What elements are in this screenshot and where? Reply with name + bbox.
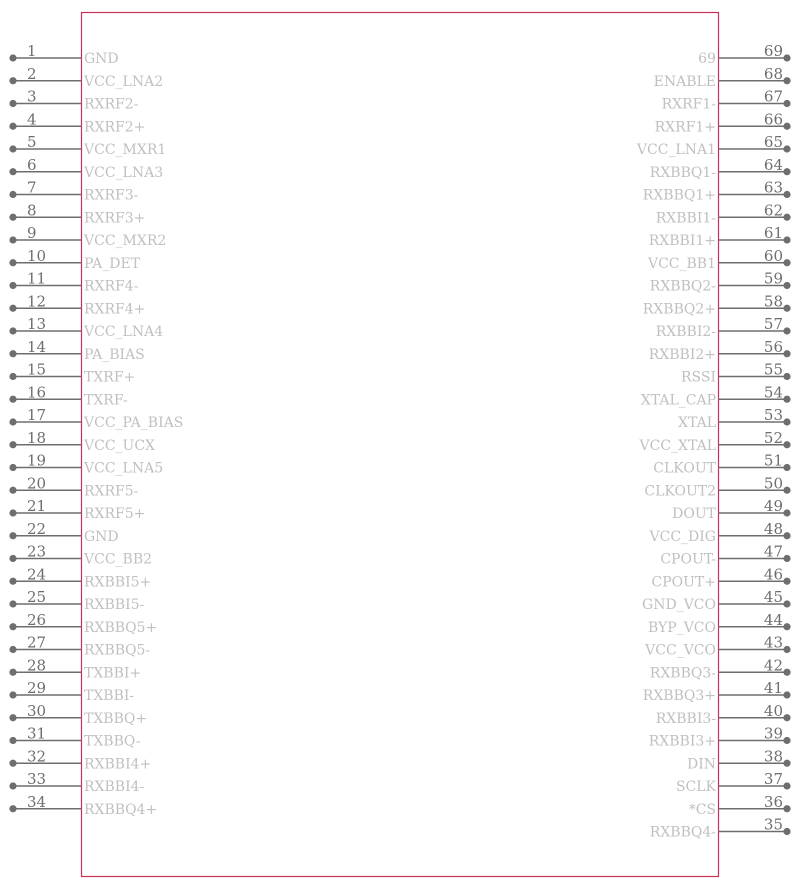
pin-endpoint-dot (9, 760, 16, 767)
pin-endpoint-dot (9, 54, 16, 61)
pin-26 (9, 611, 157, 636)
pin-name-label: PA_BIAS (84, 346, 145, 363)
pin-number: 18 (27, 428, 47, 447)
pin-name-label: VCC_VCO (645, 642, 716, 659)
pin-name-label: VCC_XTAL (639, 437, 716, 454)
pin-name-label: PA_DET (84, 255, 141, 272)
pin-22 (9, 520, 118, 545)
pin-number: 6 (27, 155, 37, 174)
pin-number: 2 (27, 64, 37, 83)
pin-number: 46 (763, 565, 783, 584)
pin-28 (9, 656, 141, 681)
pin-name-label: GND (84, 528, 119, 545)
pin-number: 9 (27, 224, 37, 242)
pin-number: 57 (763, 315, 783, 333)
pin-number: 48 (763, 519, 783, 538)
pin-name-label: SCLK (675, 779, 716, 795)
pin-33 (9, 770, 144, 795)
pin-endpoint-dot (9, 123, 16, 130)
pin-endpoint-dot (783, 236, 790, 243)
pin-number: 65 (763, 133, 783, 151)
pin-endpoint-dot (783, 145, 790, 152)
pin-name-label: RXBBI4- (84, 779, 145, 795)
pin-number: 15 (27, 360, 47, 379)
pin-endpoint-dot (783, 350, 790, 357)
pin-name-label: TXBBQ- (84, 733, 141, 750)
pin-64 (650, 156, 791, 181)
pin-21 (9, 497, 145, 522)
pin-endpoint-dot (783, 487, 790, 494)
pin-name-label: TXBBQ+ (84, 710, 148, 727)
pin-endpoint-dot (9, 214, 16, 221)
pin-name-label: RXBBI3+ (648, 733, 716, 750)
pin-endpoint-dot (9, 782, 16, 789)
pin-name-label: VCC_BB1 (647, 255, 716, 272)
pin-number: 11 (27, 269, 47, 288)
pin-number: 41 (763, 679, 783, 697)
pin-number: 35 (763, 815, 783, 834)
pin-30 (9, 702, 147, 727)
pin-name-label: GND_VCO (642, 597, 716, 613)
pin-number: 14 (27, 337, 47, 356)
pin-name-label: VCC_MXR2 (84, 233, 167, 249)
pin-number: 38 (763, 747, 783, 766)
pin-endpoint-dot (9, 623, 16, 630)
pin-name-label: TXBBI+ (84, 665, 142, 682)
pin-number: 36 (763, 792, 783, 811)
pin-endpoint-dot (9, 373, 16, 380)
pin-name-label: VCC_LNA1 (636, 142, 716, 158)
pin-27 (9, 634, 150, 659)
pin-20 (9, 474, 138, 499)
pin-number: 4 (27, 110, 37, 129)
pin-number: 50 (763, 474, 783, 493)
pin-endpoint-dot (783, 578, 790, 585)
pin-endpoint-dot (783, 600, 790, 607)
pin-endpoint-dot (783, 418, 790, 425)
pin-number: 17 (27, 406, 47, 424)
pin-endpoint-dot (783, 509, 790, 516)
pin-59 (650, 270, 791, 295)
pin-endpoint-dot (783, 305, 790, 312)
left-pin-column (9, 42, 183, 818)
pin-38 (687, 747, 791, 772)
pin-name-label: BYP_VCO (647, 619, 716, 636)
pin-number: 30 (27, 701, 47, 720)
pin-name-label: RXBBQ1- (649, 164, 716, 181)
pin-endpoint-dot (783, 714, 790, 721)
pin-number: 19 (27, 451, 47, 470)
pin-endpoint-dot (783, 282, 790, 289)
pin-57 (656, 315, 791, 340)
pin-name-label: RXRF3- (84, 187, 139, 204)
pin-endpoint-dot (9, 646, 16, 653)
pin-55 (681, 361, 791, 386)
pin-number: 12 (27, 292, 47, 311)
pin-29 (9, 679, 134, 704)
pin-52 (639, 429, 791, 454)
pin-36 (689, 793, 791, 818)
pin-8 (9, 201, 145, 226)
pin-number: 56 (763, 337, 783, 356)
pin-35 (650, 816, 791, 841)
pin-number: 61 (763, 224, 783, 242)
pin-endpoint-dot (783, 737, 790, 744)
pin-name-label: RXBBQ4+ (84, 801, 158, 818)
pin-name-label: VCC_DIG (649, 528, 716, 545)
pin-number: 54 (763, 383, 783, 402)
pin-number: 34 (27, 792, 47, 811)
pin-number: 26 (27, 610, 47, 629)
pin-7 (9, 179, 138, 204)
pin-name-label: CLKOUT (653, 460, 716, 477)
pin-34 (9, 793, 157, 818)
pin-58 (643, 292, 791, 317)
pin-endpoint-dot (9, 259, 16, 266)
pin-number: 62 (763, 201, 783, 220)
pin-endpoint-dot (783, 396, 790, 403)
pin-endpoint-dot (783, 646, 790, 653)
pin-endpoint-dot (9, 350, 16, 357)
pin-name-label: 69 (698, 51, 716, 67)
pin-endpoint-dot (9, 669, 16, 676)
pin-endpoint-dot (783, 123, 790, 130)
pin-19 (9, 452, 163, 477)
pin-name-label: DOUT (672, 506, 716, 522)
pin-17 (9, 406, 183, 431)
pin-endpoint-dot (9, 691, 16, 698)
pin-number: 59 (763, 269, 783, 288)
pin-number: 60 (763, 246, 783, 265)
pin-number: 42 (763, 656, 783, 675)
pin-name-label: RXRF1- (661, 96, 716, 113)
pin-51 (653, 452, 790, 477)
pin-number: 47 (763, 542, 783, 561)
pin-name-label: RXRF5- (84, 483, 139, 500)
pin-endpoint-dot (783, 77, 790, 84)
pin-endpoint-dot (9, 191, 16, 198)
pin-63 (643, 179, 791, 204)
pin-endpoint-dot (9, 327, 16, 334)
pin-endpoint-dot (783, 805, 790, 812)
pin-16 (9, 383, 128, 408)
pin-endpoint-dot (783, 464, 790, 471)
pin-endpoint-dot (783, 191, 790, 198)
pin-name-label: RSSI (680, 369, 716, 386)
pin-number: 45 (763, 588, 783, 606)
pin-number: 37 (763, 770, 783, 788)
pin-number: 16 (27, 383, 47, 402)
pin-10 (9, 247, 140, 272)
pin-6 (9, 156, 163, 181)
pin-name-label: RXRF2- (84, 96, 139, 113)
pin-name-label: RXBBQ2+ (642, 301, 716, 318)
pin-name-label: VCC_PA_BIAS (84, 415, 184, 431)
pin-endpoint-dot (9, 805, 16, 812)
pin-number: 22 (27, 519, 47, 538)
pin-number: 39 (763, 724, 783, 743)
pin-39 (649, 725, 791, 750)
pin-number: 53 (763, 406, 783, 424)
pin-endpoint-dot (9, 737, 16, 744)
pin-number: 28 (27, 656, 47, 675)
pin-69 (698, 42, 790, 67)
pin-number: 67 (763, 87, 783, 106)
pin-name-label: VCC_BB2 (84, 551, 153, 568)
pin-endpoint-dot (9, 77, 16, 84)
pin-number: 66 (763, 110, 783, 129)
pin-name-label: RXBBI2- (655, 324, 716, 340)
pin-name-label: CPOUT+ (651, 574, 716, 591)
pin-endpoint-dot (9, 578, 16, 585)
pin-endpoint-dot (9, 464, 16, 471)
pin-name-label: RXBBQ3+ (642, 688, 716, 704)
pin-name-label: VCC_LNA3 (84, 164, 164, 181)
pin-endpoint-dot (783, 100, 790, 107)
pin-endpoint-dot (9, 418, 16, 425)
pin-number: 63 (763, 178, 783, 197)
pin-endpoint-dot (9, 236, 16, 243)
pin-number: 1 (27, 42, 37, 60)
pin-number: 25 (27, 588, 47, 606)
pin-44 (648, 611, 791, 636)
pin-endpoint-dot (783, 441, 790, 448)
pin-66 (655, 110, 791, 135)
pin-65 (636, 133, 791, 158)
pin-number: 40 (763, 701, 783, 720)
pin-2 (9, 65, 163, 90)
pin-number: 33 (27, 770, 47, 788)
pin-number: 69 (763, 42, 783, 60)
pin-name-label: RXBBQ5+ (84, 619, 158, 636)
pin-49 (672, 497, 790, 522)
pin-name-label: CPOUT- (660, 551, 716, 568)
pin-endpoint-dot (9, 282, 16, 289)
pin-endpoint-dot (783, 327, 790, 334)
pin-number: 44 (763, 610, 783, 629)
pin-name-label: RXBBQ3- (649, 665, 716, 682)
pin-37 (676, 770, 791, 795)
pin-number: 7 (27, 178, 37, 197)
pin-endpoint-dot (783, 168, 790, 175)
pin-15 (9, 361, 135, 386)
pin-name-label: RXRF4+ (84, 301, 146, 318)
pin-name-label: RXBBI1- (655, 210, 716, 227)
pin-number: 20 (27, 474, 47, 493)
pin-48 (649, 520, 791, 545)
pin-14 (9, 338, 144, 363)
pin-name-label: RXBBQ2- (649, 278, 716, 295)
pin-name-label: RXBBI5+ (84, 574, 152, 591)
pin-12 (9, 292, 145, 317)
pin-67 (662, 88, 791, 113)
pin-32 (9, 747, 151, 772)
pin-name-label: TXRF- (84, 392, 128, 409)
pin-name-label: RXBBI4+ (84, 756, 152, 773)
pin-endpoint-dot (9, 145, 16, 152)
pin-45 (642, 588, 791, 613)
pin-name-label: RXBBQ1+ (642, 187, 716, 204)
pin-53 (678, 406, 791, 431)
pin-23 (9, 543, 152, 568)
right-pin-column (636, 42, 791, 841)
pin-number: 51 (763, 451, 783, 470)
pin-name-label: DIN (686, 756, 716, 773)
pin-number: 8 (27, 201, 37, 220)
pin-13 (9, 315, 163, 340)
pin-name-label: TXRF+ (84, 369, 136, 386)
pin-46 (652, 565, 791, 590)
pin-endpoint-dot (783, 623, 790, 630)
pin-54 (641, 383, 791, 408)
pin-endpoint-dot (783, 555, 790, 562)
pin-number: 5 (27, 133, 37, 151)
pin-42 (650, 656, 791, 681)
pin-number: 49 (763, 497, 783, 515)
pin-number: 29 (27, 679, 47, 697)
pin-number: 32 (27, 747, 47, 766)
pin-name-label: VCC_MXR1 (84, 142, 167, 158)
pin-name-label: RXBBQ4- (649, 824, 716, 841)
pin-number: 13 (27, 315, 47, 333)
pin-50 (644, 474, 790, 499)
pin-name-label: RXBBI1+ (648, 233, 716, 249)
pin-endpoint-dot (9, 509, 16, 516)
pin-number: 24 (27, 565, 47, 584)
pin-endpoint-dot (9, 714, 16, 721)
ic-body-outline (82, 13, 719, 877)
pin-name-label: VCC_UCX (84, 437, 156, 454)
pin-name-label: RXRF3+ (84, 210, 146, 227)
pin-number: 58 (763, 292, 783, 311)
pin-endpoint-dot (783, 532, 790, 539)
pin-endpoint-dot (783, 828, 790, 835)
pin-number: 31 (27, 724, 47, 743)
pin-endpoint-dot (783, 782, 790, 789)
pin-number: 3 (27, 87, 37, 106)
pin-name-label: RXRF2+ (84, 119, 146, 136)
pin-number: 55 (763, 360, 783, 379)
pin-56 (649, 338, 791, 363)
pin-name-label: RXBBI3- (655, 710, 716, 727)
pin-number: 27 (27, 633, 47, 652)
pin-number: 10 (27, 246, 47, 265)
pin-name-label: TXBBI- (84, 688, 135, 704)
pin-24 (9, 565, 151, 590)
pin-68 (654, 65, 791, 90)
pin-endpoint-dot (9, 168, 16, 175)
pin-endpoint-dot (9, 487, 16, 494)
pin-name-label: ENABLE (653, 73, 716, 90)
pin-name-label: RXBBI5- (84, 597, 145, 613)
pin-41 (643, 679, 791, 704)
pin-1 (9, 42, 118, 67)
pin-name-label: *CS (688, 801, 716, 818)
pin-9 (9, 224, 166, 249)
pin-61 (649, 224, 791, 249)
pin-endpoint-dot (9, 441, 16, 448)
pin-endpoint-dot (783, 259, 790, 266)
pin-name-label: GND (84, 51, 119, 67)
pin-number: 23 (27, 542, 47, 561)
pin-62 (656, 201, 791, 226)
pin-endpoint-dot (783, 54, 790, 61)
pin-endpoint-dot (9, 396, 16, 403)
pin-11 (9, 270, 138, 295)
pin-endpoint-dot (783, 373, 790, 380)
pin-47 (660, 543, 790, 568)
pin-number: 21 (27, 497, 47, 515)
pin-name-label: XTAL_CAP (640, 392, 716, 409)
pin-endpoint-dot (783, 669, 790, 676)
pin-4 (9, 110, 145, 135)
pin-name-label: VCC_LNA5 (84, 460, 164, 477)
pin-name-label: CLKOUT2 (644, 483, 716, 500)
pin-25 (9, 588, 144, 613)
pin-name-label: RXRF4- (84, 278, 139, 295)
pin-name-label: RXBBQ5- (84, 642, 151, 659)
pin-endpoint-dot (783, 760, 790, 767)
pin-name-label: XTAL (678, 415, 716, 431)
pin-43 (644, 634, 790, 659)
pin-endpoint-dot (9, 600, 16, 607)
pin-endpoint-dot (783, 691, 790, 698)
pin-name-label: RXRF5+ (84, 506, 146, 522)
pin-40 (656, 702, 791, 727)
pin-endpoint-dot (9, 532, 16, 539)
pin-18 (9, 429, 155, 454)
pin-name-label: RXBBI2+ (648, 346, 716, 363)
pin-number: 43 (763, 633, 783, 652)
pin-31 (9, 725, 140, 750)
pin-endpoint-dot (9, 555, 16, 562)
pin-number: 68 (763, 64, 783, 83)
pin-name-label: RXRF1+ (654, 119, 716, 136)
pin-3 (9, 88, 138, 113)
pin-endpoint-dot (783, 214, 790, 221)
pin-name-label: VCC_LNA4 (84, 324, 164, 340)
pin-number: 64 (763, 155, 783, 174)
pin-name-label: VCC_LNA2 (84, 73, 164, 90)
pin-endpoint-dot (9, 100, 16, 107)
pin-endpoint-dot (9, 305, 16, 312)
pin-5 (9, 133, 166, 158)
pin-number: 52 (763, 428, 783, 447)
